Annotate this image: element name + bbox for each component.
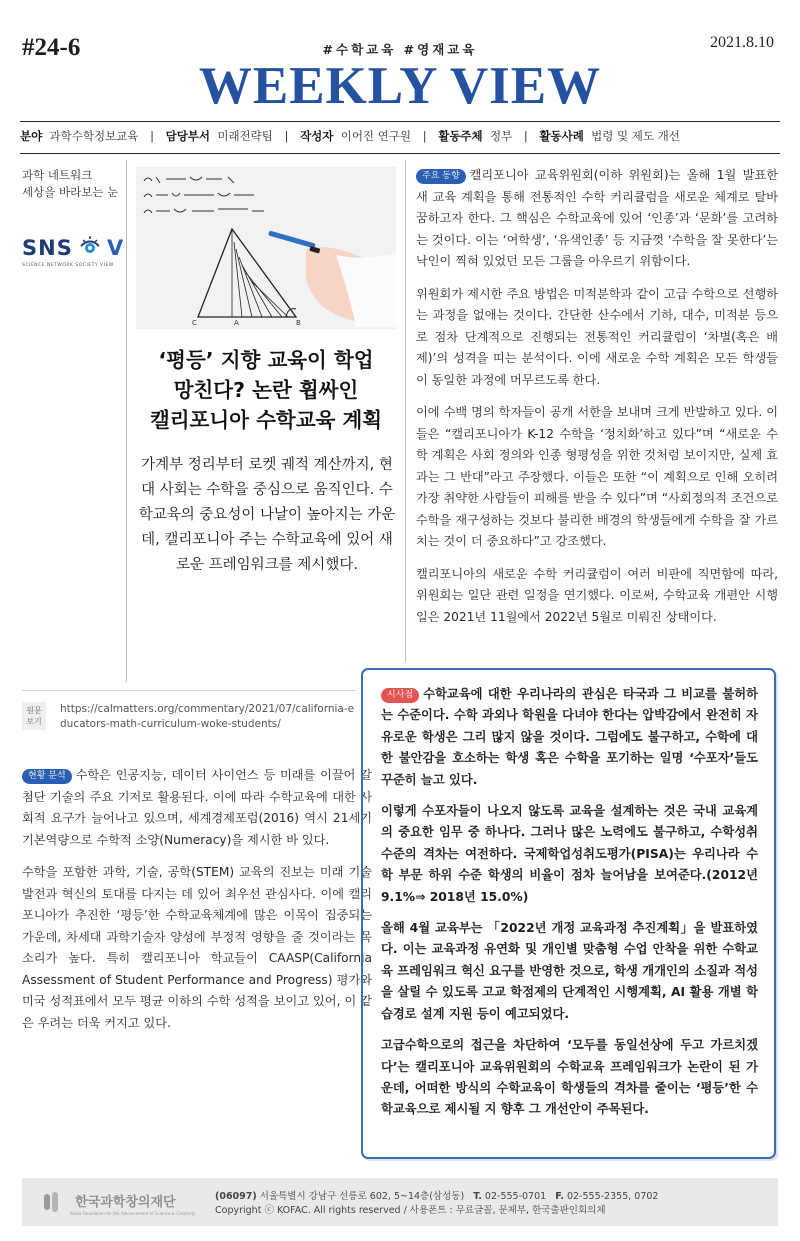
column-divider-right bbox=[405, 160, 406, 662]
svg-text:B: B bbox=[296, 319, 301, 327]
author-label: 작성자 bbox=[300, 129, 334, 143]
article-title-line1: ‘평등’ 지향 교육이 학업 bbox=[158, 348, 374, 372]
footer-fax: 02-555-2355, 0702 bbox=[566, 1191, 659, 1202]
eye-icon bbox=[78, 234, 102, 258]
implication-badge: 시사점 bbox=[381, 688, 419, 703]
newsletter-title: WEEKLY VIEW bbox=[198, 57, 602, 115]
implication-box bbox=[361, 668, 776, 1159]
dept-value: 미래전략팀 bbox=[217, 129, 273, 143]
main-trend-section bbox=[416, 165, 778, 639]
meta-bar: 분야 과학수학정보교육 | 담당부서 미래전략팀 | 작성자 이어진 연구원 | 활동주체 정부 | 활동사례 법령 및 제도 개선 bbox=[20, 129, 680, 143]
sns-logo-v: V bbox=[107, 236, 124, 260]
main-trend-paragraph-3: 이에 수백 명의 학자들이 공개 서한을 보내며 크게 반발하고 있다. 이들은 “캘리포니아가 K-12 수학을 ‘정치화’하고 있다”며 “새로운 수학 계획은 사회 정의와 인종 형평성을 위한 것처럼 보이지만, 실제 효과는 그 반대”라고 주장했다. 이들은 또한 “이 계획으로 인해 오히려 가장 취약한 사람들이 피해를 받을 수 있다”며 “사회정의적 조건으로 수학을 재구성하는 것보다 불리한 배경의 학생들에게 수학을 잘 가르치는 것이 더 중요하다”고 강조했다. bbox=[416, 405, 778, 548]
case-label: 활동사례 bbox=[539, 129, 584, 143]
footer-contact bbox=[215, 1190, 658, 1218]
author-value: 이어진 연구원 bbox=[340, 129, 412, 143]
field-label: 분야 bbox=[20, 129, 43, 143]
svg-text:A: A bbox=[234, 319, 239, 327]
dept-label: 담당부서 bbox=[165, 129, 211, 143]
source-link-box bbox=[22, 702, 357, 732]
article-title-line2: 망친다? 논란 휩싸인 bbox=[173, 378, 359, 402]
column-divider-left bbox=[126, 160, 127, 682]
header-rule-bottom bbox=[20, 153, 780, 154]
main-trend-paragraph-1 bbox=[416, 165, 778, 273]
actor-label: 활동주체 bbox=[438, 129, 483, 143]
status-analysis-section bbox=[22, 765, 372, 1045]
sns-logo bbox=[22, 234, 123, 268]
source-divider bbox=[22, 690, 356, 691]
sidebar-caption bbox=[22, 167, 118, 201]
case-value: 법령 및 제도 개선 bbox=[591, 129, 680, 143]
main-trend-paragraph-4: 캘리포니아의 새로운 수학 커리큘럼이 여러 비판에 직면함에 따라, 위원회는 일단 관련 일정을 연기했다. 이로써, 수학교육 개편안 시행일은 2021년 11월에서 2022년 5월로 미뤄진 상태이다. bbox=[416, 566, 778, 624]
issue-number: #24-6 bbox=[22, 34, 81, 61]
footer-address: 서울특별시 강남구 선릉로 602, 5~14층(삼성동) bbox=[259, 1191, 465, 1202]
source-url-link[interactable]: https://calmatters.org/commentary/2021/07/california-educators-math-curriculum-woke-students/ bbox=[60, 703, 355, 730]
publish-date: 2021.8.10 bbox=[710, 34, 774, 51]
main-trend-p1-text: 캘리포니아 교육위원회(이하 위원회)는 올해 1월 발표한 새 교육 계획을 통해 전통적인 수학 커리큘럼을 새로운 체계로 탈바꿈하고자 한다. 그 핵심은 수학교육에 있어 ‘인종’과 ‘문화’를 고려하는 것이다. 이는 ‘여학생’, ‘유색인종’ 등 지금껏 ‘수학을 잘 못한다’는 낙인이 찍혀 있었던 모든 그룹을 아우르기 위함이다. bbox=[416, 168, 778, 268]
footer-copyright: Copyright ⓒ KOFAC. All rights reserved / 사용폰트 : 무료글꼴, 문체부, 한국출판인회의체 bbox=[215, 1205, 606, 1216]
header-rule-top bbox=[20, 121, 780, 122]
sidebar-caption-line1: 과학 네트워크 bbox=[22, 168, 93, 182]
footer-tel: 02-555-0701 bbox=[484, 1191, 547, 1202]
sidebar-caption-line2: 세상을 바라보는 눈 bbox=[22, 185, 119, 199]
footer-postcode: (06097) bbox=[215, 1191, 257, 1202]
footer-fax-label: F. bbox=[555, 1191, 564, 1202]
implication-p1-text: 수학교육에 대한 우리나라의 관심은 타국과 그 비교를 불허하는 수준이다. 수학 과외나 학원을 다녀야 한다는 압박감에서 완전히 자유로운 학생은 그리 많지 않을 것이다. 그럼에도 불구하고, 수학에 대한 불안감을 호소하는 학생 혹은 수학을 포기하는 일명 ‘수포자’들도 꾸준히 늘고 있다. bbox=[381, 687, 758, 787]
article-lead: 가계부 정리부터 로켓 궤적 계산까지, 현대 사회는 수학을 중심으로 움직인다. 수학교육의 중요성이 나날이 높아지는 가운데, 캘리포니아 주는 수학교육에 있어 새로운 프레임워크를 제시했다. bbox=[138, 457, 396, 573]
status-analysis-paragraph-1 bbox=[22, 765, 372, 851]
implication-paragraph-1 bbox=[381, 684, 758, 791]
svg-text:C: C bbox=[192, 319, 197, 327]
kofac-logo-icon bbox=[42, 1191, 64, 1213]
kofac-logo bbox=[42, 1191, 195, 1216]
sns-logo-word: SNS bbox=[22, 236, 73, 260]
field-value: 과학수학정보교육 bbox=[49, 129, 139, 143]
math-board-illustration bbox=[136, 167, 396, 329]
status-analysis-paragraph-2: 수학을 포함한 과학, 기술, 공학(STEM) 교육의 진보는 미래 기술 발전과 혁신의 토대를 다지는 데 있어 최우선 관심사다. 이에 캘리포니아가 추진한 ‘평등’한 수학교육체계에 많은 이목이 집중되는 가운데, 차세대 과학기술자 양성에 부정적 영향을 줄 것이라는 목소리가 높다. 특히 캘리포니아 학교들이 CAASP(California Assessment of Student Performance and Progress) 평가와 미국 성적표에서 모두 평균 이하의 수학 성적을 보이고 있어, 이 같은 우려는 더욱 커지고 있다. bbox=[22, 865, 372, 1030]
implication-paragraph-4: 고급수학으로의 접근을 차단하여 ‘모두를 동일선상에 두고 가르치겠다’는 캘리포니아 교육위원회의 수학교육 프레임워크가 논란이 된 가운데, 어떠한 방식의 수학교육이 학생들의 격차를 줄이는 ‘평등’한 수학교육으로 제시될 지 향후 그 개선안이 주목된다. bbox=[381, 1038, 758, 1117]
footer bbox=[22, 1178, 778, 1226]
kofac-name: 한국과학창의재단 bbox=[75, 1195, 176, 1210]
main-trend-paragraph-2: 위원회가 제시한 주요 방법은 미적분학과 같이 고급 수학으로 선행하는 과정을 없애는 것이다. 간단한 산수에서 기하, 대수, 미적분 등으로 점차 단계적으로 진행되는 전통적인 커리큘럼이 ‘차별(혹은 배제)’의 성격을 띠는 분석이다. 이에 새로운 수학 계획은 모든 학생들이 동일한 과정에 머무르도록 한다. bbox=[416, 286, 778, 387]
implication-paragraph-3: 올해 4월 교육부는 「2022년 개정 교육과정 추진계획」을 발표하였다. 이는 교육과정 유연화 및 개인별 맞춤형 수업 안착을 위한 수학교육 프레임워크 혁신 요구를 반영한 것으로, 학생 개개인의 소질과 적성을 살릴 수 있도록 고교 학점제의 단계적인 시행계획, AI 활용 개별 학습경로 설계 지원 등이 예고되었다. bbox=[381, 921, 758, 1021]
main-trend-badge: 주요 동향 bbox=[416, 169, 466, 184]
footer-tel-label: T. bbox=[473, 1191, 482, 1202]
actor-value: 정부 bbox=[489, 129, 513, 143]
status-analysis-p1-text: 수학은 인공지능, 데이터 사이언스 등 미래를 이끌어 갈 첨단 기술의 주요 기저로 활용된다. 이에 따라 수학교육에 대한 사회적 요구가 늘어나고 있으며, 세계경제포럼(2016) 역시 21세기 기본역량으로 수학적 소양(Numeracy)을 제시한 바 있다. bbox=[22, 768, 372, 847]
kofac-name-english: Korea Foundation for the Advancement of Science & Creativity bbox=[70, 1211, 196, 1216]
topic-tags: #수학교육 #영재교육 bbox=[322, 42, 478, 57]
status-analysis-badge: 현황 분석 bbox=[22, 769, 72, 784]
article-title-line3: 캘리포니아 수학교육 계획 bbox=[149, 408, 383, 432]
source-label: 원문 보기 bbox=[22, 702, 46, 730]
article-photo bbox=[136, 167, 396, 329]
implication-paragraph-2: 이렇게 수포자들이 나오지 않도록 교육을 설계하는 것은 국내 교육계의 중요한 임무 중 하나다. 그러나 많은 노력에도 불구하고, 수학성취 수준의 격차는 여전하다. 국제학업성취도평가(PISA)는 우리나라 수학 부문 하위 수준 학생의 비율이 점차 늘어남을 보여준다.(2012년 9.1%⇒ 2018년 15.0%) bbox=[381, 804, 758, 904]
article-title bbox=[136, 345, 396, 435]
sns-logo-subtitle: SCIENCE NETWORK SOCIETY VIEW bbox=[22, 263, 114, 268]
